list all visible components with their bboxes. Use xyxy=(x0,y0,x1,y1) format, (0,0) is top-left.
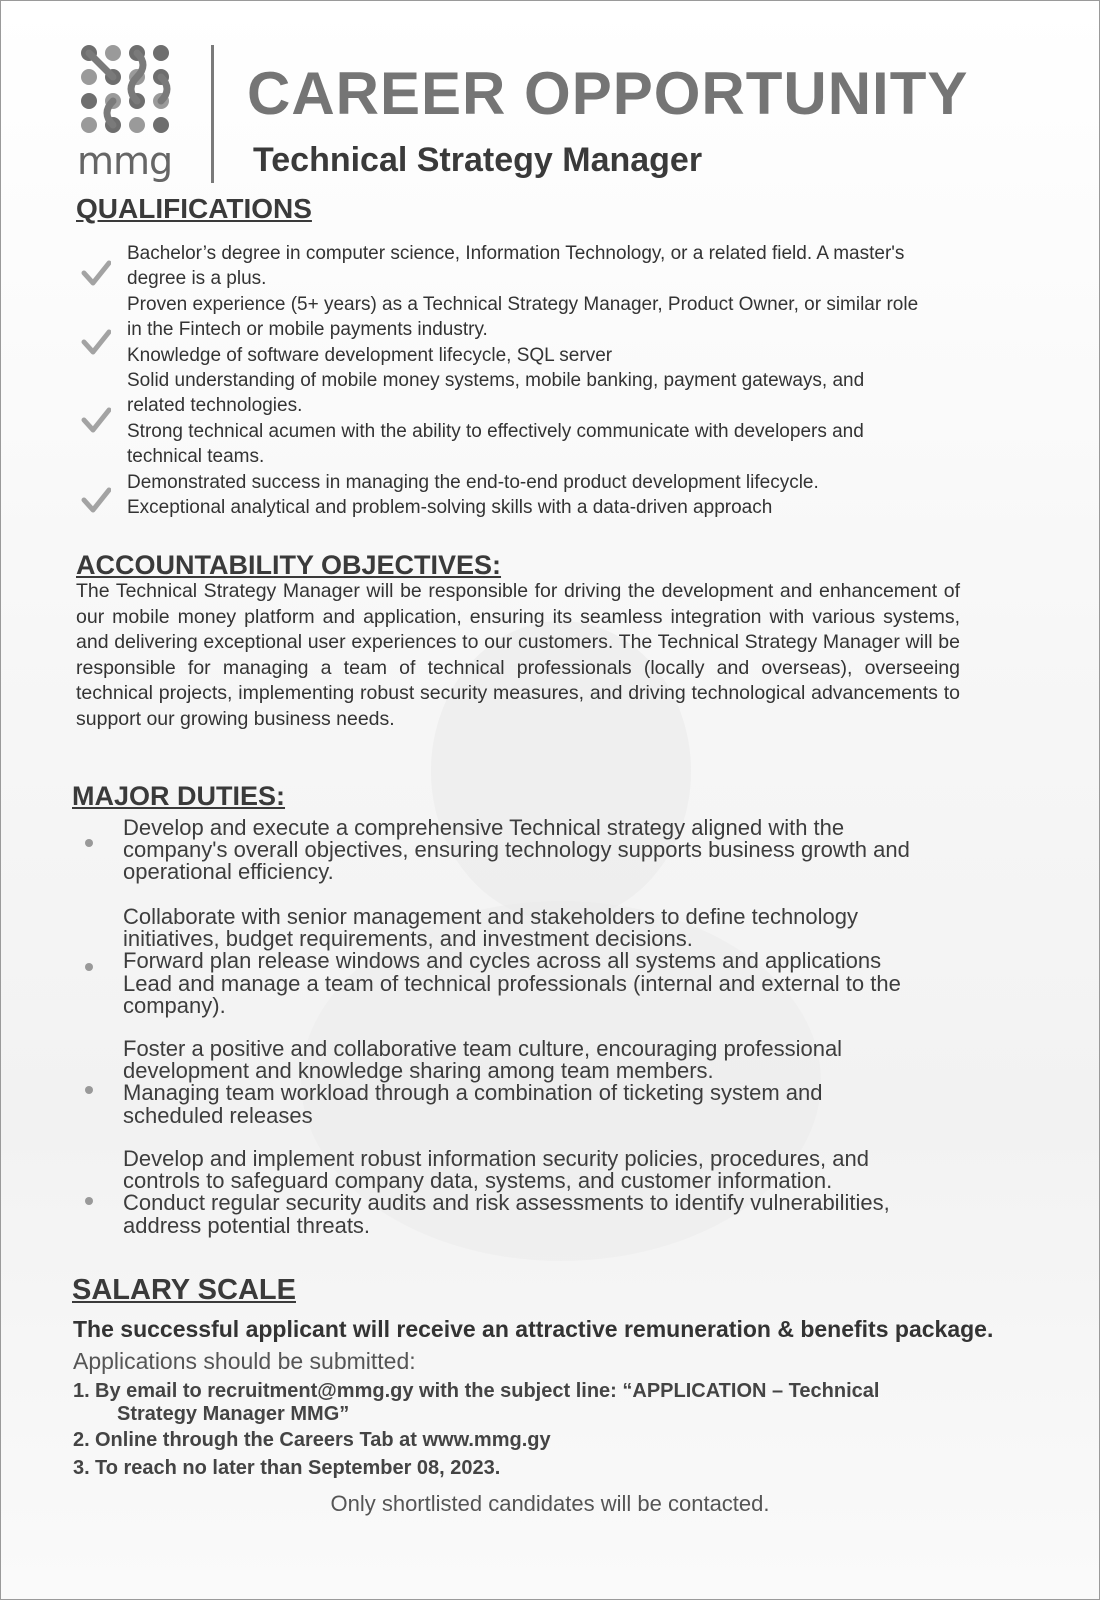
application-intro: Applications should be submitted: xyxy=(73,1348,416,1374)
application-step xyxy=(73,1429,551,1452)
duty-line: Foster a positive and collaborative team culture, encouraging professional xyxy=(123,1036,843,1061)
duty-line: address potential threats. xyxy=(123,1212,371,1238)
page-title: CAREER OPPORTUNITY xyxy=(247,60,969,127)
step-number: 2. xyxy=(73,1429,90,1451)
qualification-line: degree is a plus. xyxy=(127,268,267,290)
duties-heading: MAJOR DUTIES: xyxy=(72,781,286,811)
checkmark-icon xyxy=(81,328,111,356)
qualification-line: in the Fintech or mobile payments industry. xyxy=(127,319,488,341)
duty-line: Develop and execute a comprehensive Technical strategy aligned with the xyxy=(123,815,845,840)
duty-line: Forward plan release windows and cycles across all systems and applications xyxy=(123,948,882,974)
step-number: 1. xyxy=(73,1380,90,1402)
duty-item xyxy=(123,817,993,884)
duty-line: scheduled releases xyxy=(123,1102,313,1128)
duty-line: initiatives, budget requirements, and investment decisions. xyxy=(123,926,693,952)
footer-note: Only shortlisted candidates will be contacted. xyxy=(330,1491,770,1516)
duty-line: company's overall objectives, ensuring technology supports business growth and xyxy=(123,837,910,863)
qualifications-text xyxy=(127,241,997,520)
step-text: To reach no later than September 08, 2023. xyxy=(95,1457,501,1479)
bullet-icon xyxy=(85,839,93,847)
step-text: Online through the Careers Tab at www.mmg.gy xyxy=(95,1429,551,1451)
step-text: By email to recruitment@mmg.gy with the subject line: “APPLICATION – Technical xyxy=(95,1380,880,1402)
step-number: 3. xyxy=(73,1457,90,1479)
qualification-line: Exceptional analytical and problem-solving skills with a data-driven approach xyxy=(127,497,773,519)
duty-line: Develop and implement robust information security policies, procedures, and xyxy=(123,1146,869,1171)
step-text-continued: Strategy Manager MMG” xyxy=(117,1403,350,1425)
duty-item xyxy=(123,1038,993,1127)
qualifications-heading: QUALIFICATIONS xyxy=(76,193,312,224)
duty-line: company). xyxy=(123,992,226,1018)
duty-item xyxy=(123,906,993,1017)
checkmark-icon xyxy=(81,486,111,514)
qualification-line: Proven experience (5+ years) as a Technical Strategy Manager, Product Owner, or similar role xyxy=(127,293,919,315)
application-step xyxy=(73,1457,500,1480)
checkmark-icon xyxy=(81,406,111,434)
qualification-line: technical teams. xyxy=(127,446,265,468)
job-title: Technical Strategy Manager xyxy=(253,141,703,179)
bullet-icon xyxy=(85,1197,93,1205)
qualification-line: Bachelor’s degree in computer science, Information Technology, or a related field. A master's xyxy=(127,243,905,264)
application-step xyxy=(73,1380,879,1426)
objectives-heading: ACCOUNTABILITY OBJECTIVES: xyxy=(76,550,502,580)
qualification-line: Demonstrated success in managing the end-to-end product development lifecycle. xyxy=(127,471,819,493)
salary-heading: SALARY SCALE xyxy=(72,1274,296,1306)
duty-line: Collaborate with senior management and stakeholders to define technology xyxy=(123,904,859,929)
bullet-icon xyxy=(85,963,93,971)
objectives-paragraph: The Technical Strategy Manager will be responsible for driving the development and enhancement of our mobile money platform and application, ensuring its seamless integration with various systems, and delivering exceptional user experiences to our customers. The Technical Strategy Manager will be responsible for managing a team of technical professionals (locally and overseas), overseeing technical projects, implementing robust security measures, and driving technological advancements to support our growing business needs. xyxy=(76,580,960,730)
header-divider xyxy=(211,45,214,183)
duty-line: Managing team workload through a combination of ticketing system and xyxy=(123,1080,823,1106)
qualification-line: related technologies. xyxy=(127,395,303,417)
duty-line: operational efficiency. xyxy=(123,859,334,885)
duty-line: Lead and manage a team of technical professionals (internal and external to the xyxy=(123,970,901,996)
duty-line: controls to safeguard company data, systems, and customer information. xyxy=(123,1168,833,1194)
checkmark-icon xyxy=(81,259,111,287)
qualification-line: Strong technical acumen with the ability to effectively communicate with developers and xyxy=(127,420,864,442)
logo-wordmark: mmg xyxy=(77,139,173,183)
qualification-line: Knowledge of software development lifecycle, SQL server xyxy=(127,344,613,366)
qualification-line: Solid understanding of mobile money systems, mobile banking, payment gateways, and xyxy=(127,370,865,392)
salary-statement: The successful applicant will receive an attractive remuneration & benefits package. xyxy=(73,1316,994,1342)
bullet-icon xyxy=(85,1086,93,1094)
duty-line: development and knowledge sharing among team members. xyxy=(123,1058,714,1084)
duty-line: Conduct regular security audits and risk assessments to identify vulnerabilities, xyxy=(123,1190,890,1216)
duty-item xyxy=(123,1148,993,1237)
